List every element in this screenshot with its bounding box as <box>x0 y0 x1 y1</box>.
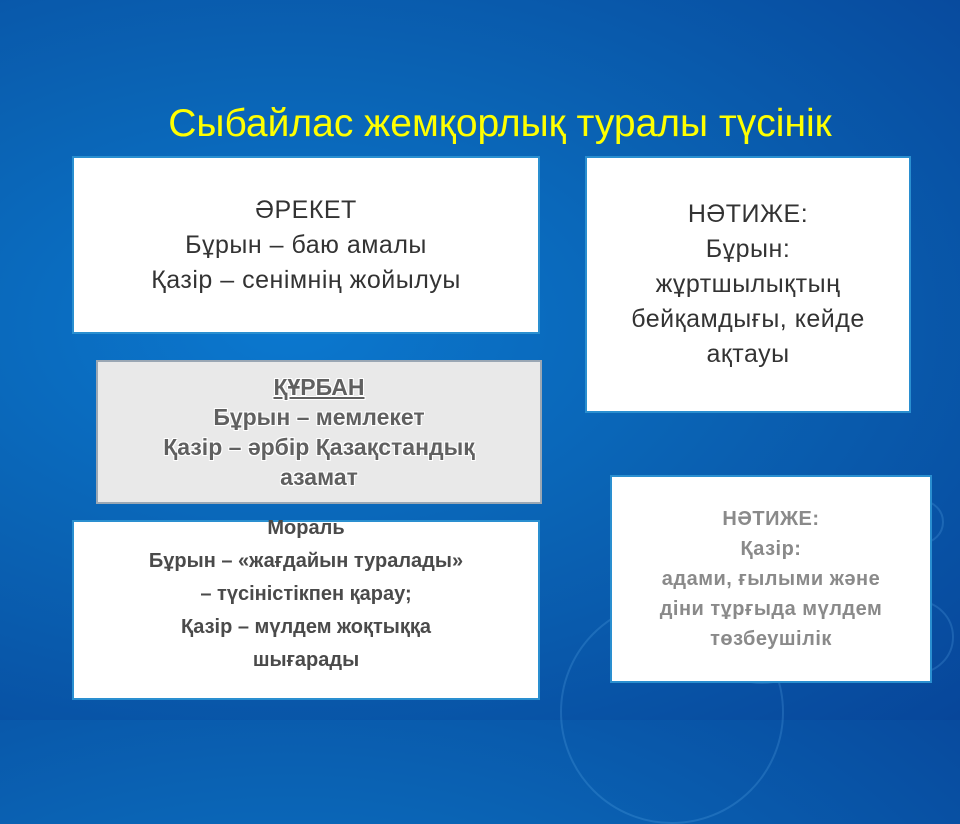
result-past-line-1: Бұрын: <box>705 235 791 263</box>
result-past-heading: НӘТИЖЕ: <box>687 200 809 228</box>
moral-line-4: шығарады <box>252 649 360 671</box>
result-now-line-3: діни тұрғыда мүлдем <box>659 598 883 620</box>
victim-line-3: азамат <box>280 464 358 490</box>
result-box-now <box>610 475 932 683</box>
moral-line-3: Қазір – мүлдем жоқтыққа <box>181 616 431 638</box>
victim-line-1: Бұрын – мемлекет <box>213 404 425 430</box>
action-heading: ӘРЕКЕТ <box>255 195 357 224</box>
result-past-line-4: ақтауы <box>706 340 790 368</box>
result-now-heading: НӘТИЖЕ: <box>722 508 820 530</box>
result-box-past <box>585 156 911 413</box>
action-line-2: Қазір – сенімнің жойылуы <box>151 265 461 294</box>
victim-heading: ҚҰРБАН <box>273 374 365 400</box>
moral-box <box>72 517 540 700</box>
victim-box <box>96 360 542 504</box>
result-now-line-4: төзбеушілік <box>710 628 832 650</box>
result-past-line-3: бейқамдығы, кейде <box>631 305 865 333</box>
moral-line-2: – түсіністікпен қарау; <box>200 583 412 605</box>
moral-line-1: Бұрын – «жағдайын туралады» <box>148 550 464 572</box>
result-now-line-1: Қазір: <box>740 538 802 560</box>
result-now-line-2: адами, ғылыми және <box>661 568 881 590</box>
victim-line-2: Қазір – әрбір Қазақстандық <box>163 434 475 460</box>
moral-heading: Мораль <box>267 517 345 539</box>
action-box <box>72 156 540 334</box>
result-past-line-2: жұртшылықтың <box>655 270 841 298</box>
slide-title: Сыбайлас жемқорлық туралы түсінік <box>168 102 832 145</box>
action-line-1: Бұрын – баю амалы <box>185 230 427 259</box>
